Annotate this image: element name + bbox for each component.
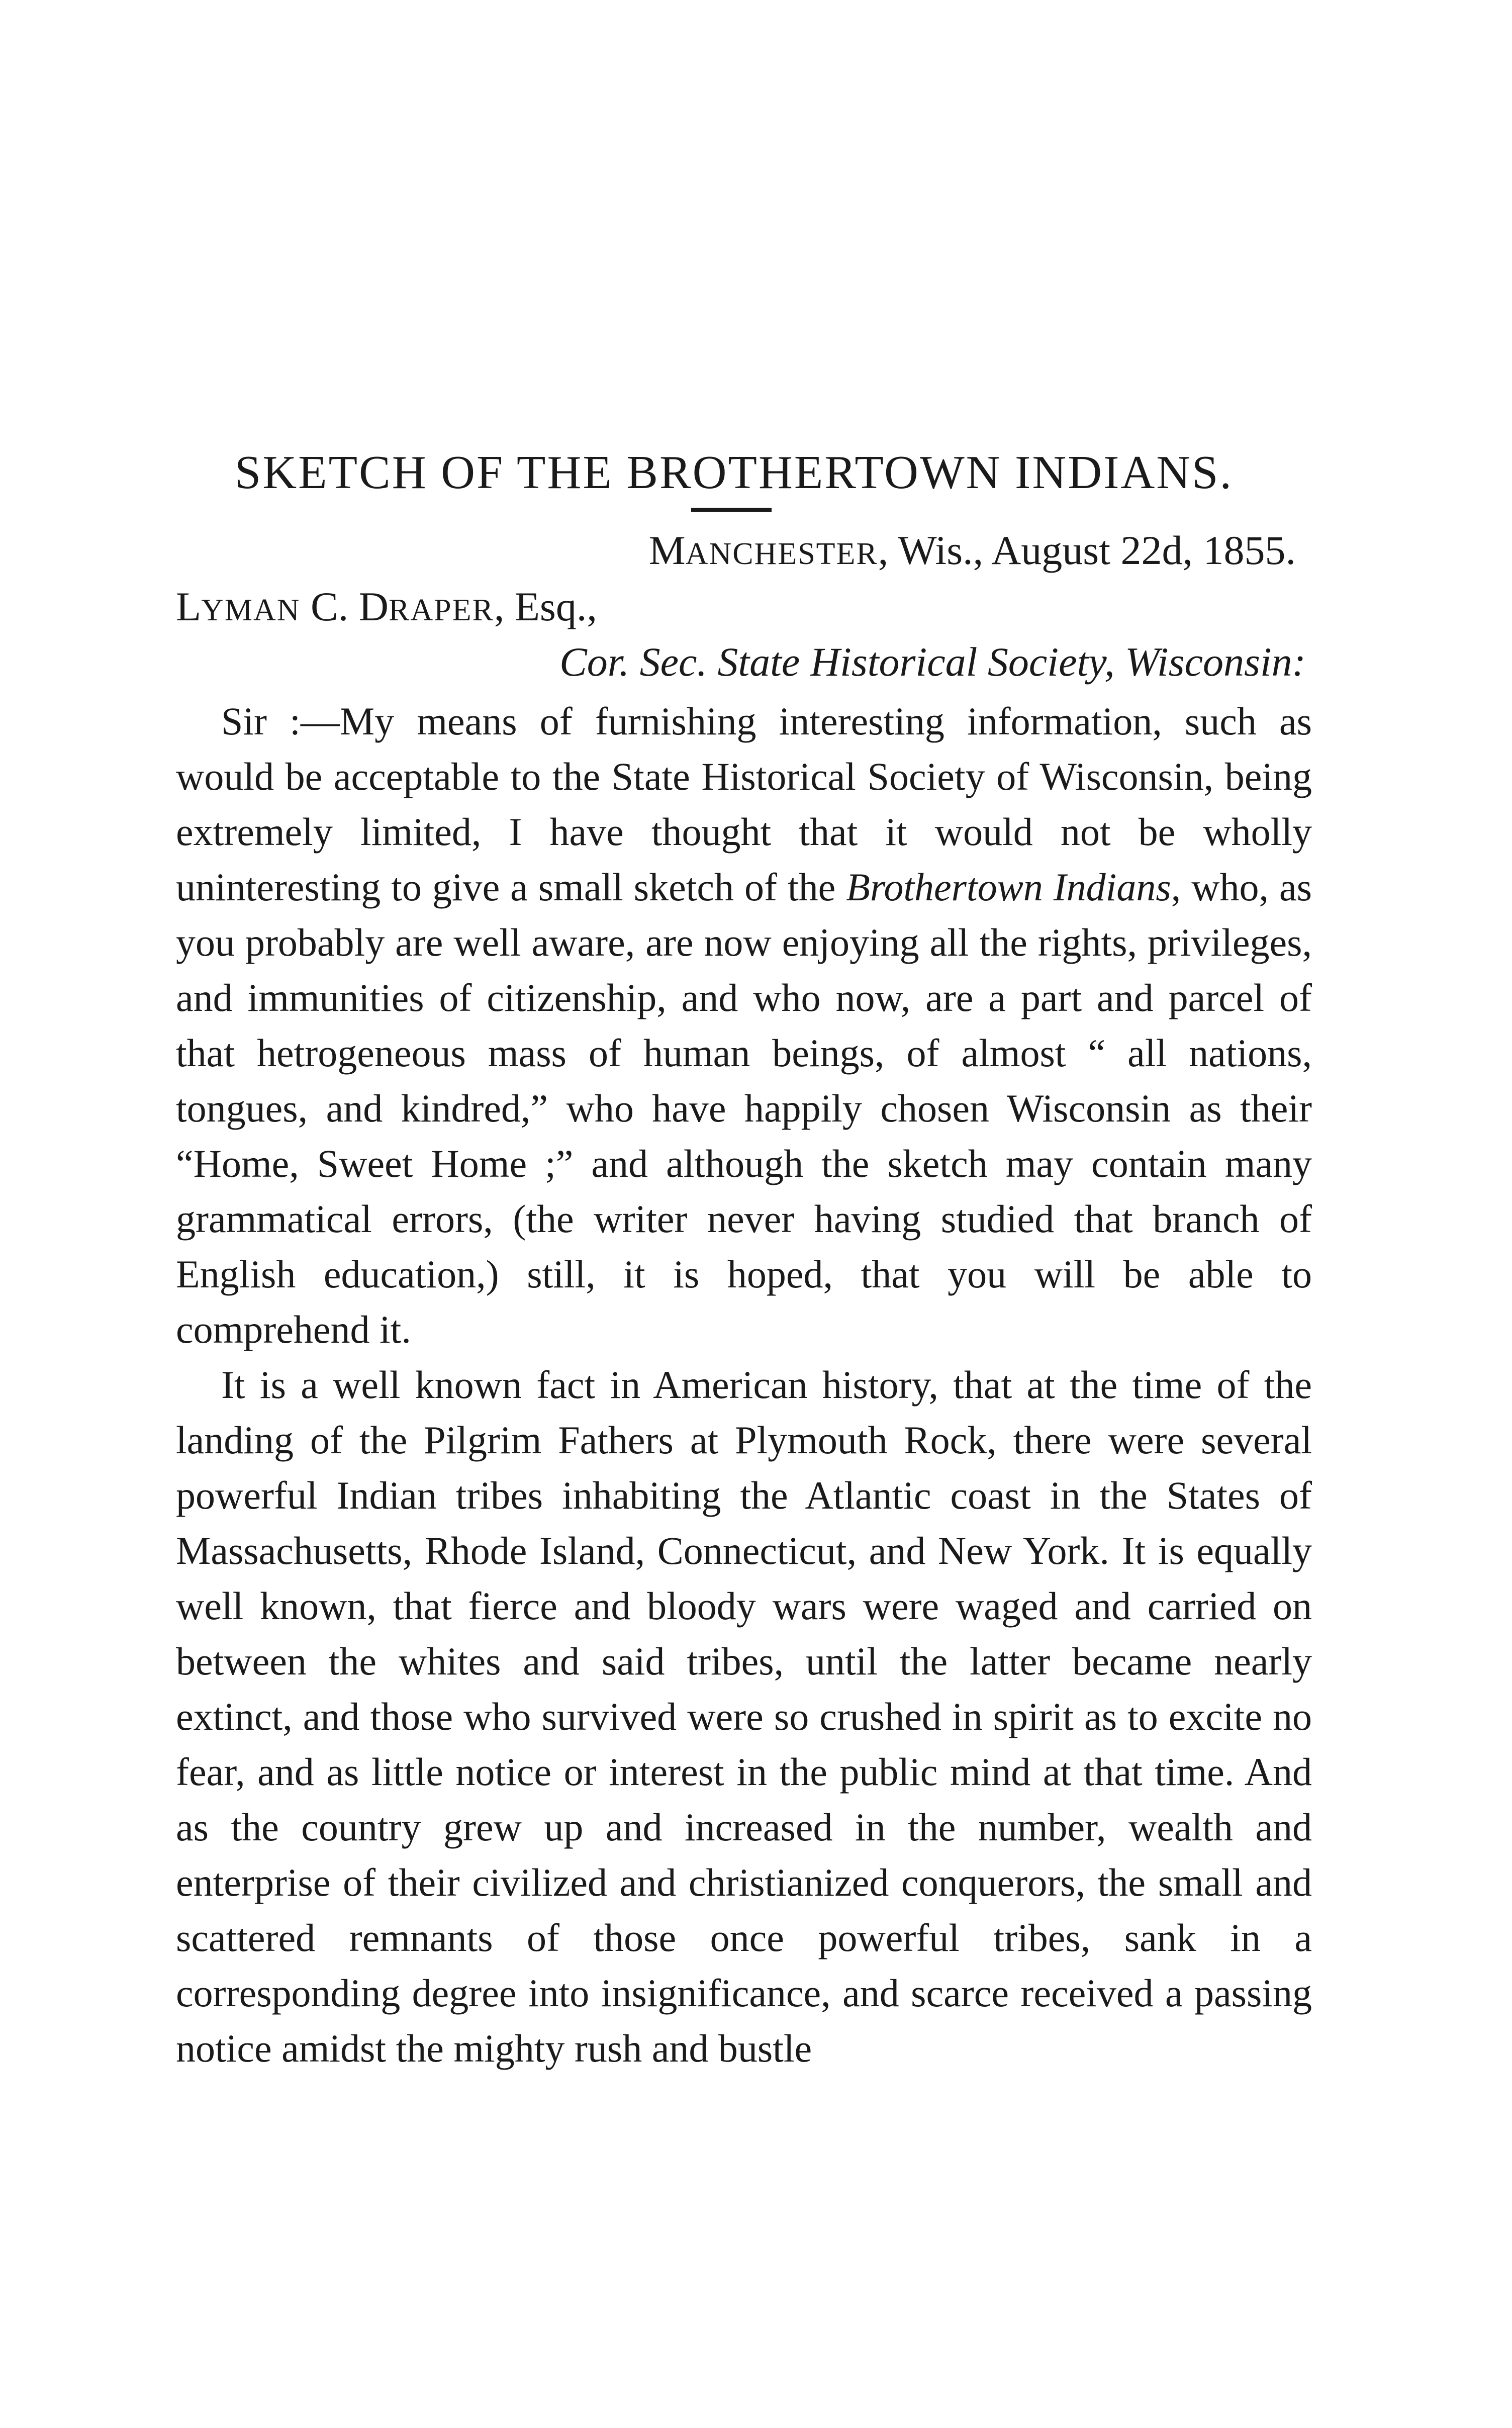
title-divider — [691, 508, 772, 512]
addressee-first-initial: L — [176, 584, 202, 629]
addressee-middle: C. — [300, 584, 359, 629]
paragraph-1 — [176, 694, 1312, 1357]
addressee-suffix: , Esq., — [494, 584, 597, 629]
body-text — [176, 694, 1312, 2076]
addressee-last-rest: RAPER — [388, 593, 494, 627]
dateline — [649, 523, 1296, 582]
page-title: SKETCH OF THE BROTHERTOWN INDIANS. — [235, 446, 1233, 499]
addressee-first-rest: YMAN — [201, 593, 301, 627]
dateline-date: , Wis., August 22d, 1855. — [878, 527, 1296, 573]
paragraph-2: It is a well known fact in American history, that at the time of the landing of the Pilgrim Fathers at Plymouth Rock, there were several powerful Indian tribes inhabiting the Atlantic coast in the States of Massachusetts, Rhode Island, Connecticut, and New York. It is equally well known, that fierce and bloody wars were waged and carried on between the whites and said tribes, until the latter became nearly extinct, and those who survived were so crushed in spirit as to excite no fear, and as little notice or interest in the public mind at that time. And as the country grew up and increased in the number, wealth and enterprise of their civilized and christianized conquerors, the small and scattered remnants of those once powerful tribes, sank in a corresponding degree into insignificance, and scarce received a passing notice amidst the mighty rush and bustle — [176, 1363, 1312, 2070]
addressee-name — [176, 579, 597, 638]
paragraph-1-italic: Brothertown Indians — [846, 865, 1171, 909]
paragraph-1-end: , who, as you probably are well aware, are now enjoying all the rights, privileges, and immunities of citizenship, and who now, are a part and parcel of that hetrogeneous mass of human beings, of almost “ all nations, tongues, and kindred,” who have happily chosen Wisconsin as their “Home, Sweet Home ;” and although the sketch may contain many grammatical errors, (the writer never having studied that branch of English education,) still, it is hoped, that you will be able to comprehend it. — [176, 865, 1312, 1351]
dateline-place-rest: ANCHESTER — [685, 537, 878, 571]
addressee-last-initial: D — [358, 584, 389, 629]
paragraph-1-start: Sir :—My means of furnishing interesting information, such as would be acceptable to the State Historical Society of Wisconsin, being extremely limited, I have thought that it would not be wholly uninteresting to give a small sketch of the — [176, 699, 1312, 909]
dateline-place-initial: M — [648, 527, 686, 573]
addressee-title: Cor. Sec. State Historical Society, Wisconsin: — [559, 639, 1306, 685]
